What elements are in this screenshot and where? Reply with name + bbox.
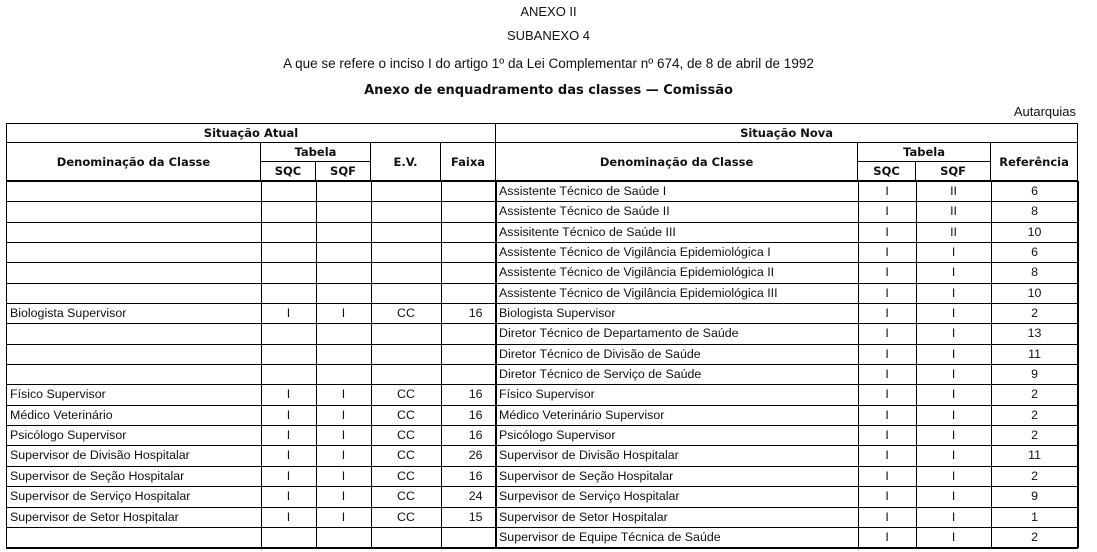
- left-sqc-cell: I: [261, 426, 316, 446]
- left-sqf-cell: I: [316, 385, 371, 405]
- left-sqc-cell: [261, 222, 316, 242]
- left-sqc-cell: [261, 182, 316, 202]
- right-row: [496, 365, 1078, 385]
- right-sqf-cell: I: [916, 304, 991, 324]
- left-ev-cell: CC: [371, 507, 441, 527]
- right-tabela-header: Tabela: [858, 143, 991, 162]
- left-classe-cell: [7, 182, 261, 202]
- right-sqc-cell: I: [858, 385, 916, 405]
- right-ref-cell: 13: [991, 324, 1078, 344]
- left-ev-cell: CC: [371, 446, 441, 466]
- right-classe-cell: Supervisor de Seção Hospitalar: [496, 466, 858, 486]
- right-classe-cell: Médico Veterinário Supervisor: [496, 405, 858, 425]
- left-sqf-cell: I: [316, 507, 371, 527]
- left-faixa-cell: [441, 182, 496, 202]
- left-ev-cell: CC: [371, 304, 441, 324]
- left-ev-cell: CC: [371, 426, 441, 446]
- left-tabela-header: Tabela: [261, 143, 371, 162]
- left-classe-cell: [7, 527, 261, 547]
- left-ev-cell: [371, 527, 441, 547]
- left-row: [7, 263, 496, 283]
- right-classe-cell: Assistente Técnico de Vigilância Epidemiológica I: [496, 243, 858, 263]
- right-row: [496, 466, 1078, 486]
- right-row: [496, 507, 1078, 527]
- left-ev-cell: [371, 283, 441, 303]
- left-ev-cell: [371, 182, 441, 202]
- right-classe-cell: Biologista Supervisor: [496, 304, 858, 324]
- right-sqc-cell: I: [858, 304, 916, 324]
- right-sqc-cell: I: [858, 324, 916, 344]
- left-rows: [7, 181, 497, 548]
- left-sqc-cell: I: [261, 466, 316, 486]
- left-sqc-header: SQC: [261, 162, 316, 181]
- left-faixa-cell: [441, 243, 496, 263]
- left-classe-cell: Psicólogo Supervisor: [7, 426, 261, 446]
- left-sqc-cell: I: [261, 446, 316, 466]
- right-ref-cell: 11: [991, 446, 1078, 466]
- left-sqc-cell: [261, 527, 316, 547]
- right-sqc-cell: I: [858, 182, 916, 202]
- left-row: [7, 385, 496, 405]
- left-ev-cell: [371, 365, 441, 385]
- document-title: Anexo de enquadramento das classes — Comissão: [364, 83, 733, 98]
- left-sqf-cell: I: [316, 405, 371, 425]
- right-sqf-cell: I: [916, 466, 991, 486]
- right-ref-cell: 11: [991, 344, 1078, 364]
- right-sqf-cell: I: [916, 446, 991, 466]
- left-faixa-cell: [441, 222, 496, 242]
- left-ev-cell: [371, 324, 441, 344]
- left-faixa-cell: [441, 344, 496, 364]
- right-body: [496, 181, 1078, 549]
- right-classe-cell: Assistente Técnico de Saúde II: [496, 202, 858, 222]
- situacao-atual-header: Situação Atual: [7, 124, 496, 143]
- left-sqf-cell: [316, 243, 371, 263]
- right-sqc-cell: I: [858, 283, 916, 303]
- left-classe-cell: Supervisor de Seção Hospitalar: [7, 466, 261, 486]
- anexo-heading: ANEXO II: [520, 4, 577, 19]
- right-ref-cell: 2: [991, 304, 1078, 324]
- left-denominacao-header: Denominação da Classe: [7, 143, 261, 181]
- right-sqc-cell: I: [858, 202, 916, 222]
- right-ref-cell: 8: [991, 202, 1078, 222]
- right-classe-cell: Diretor Técnico de Departamento de Saúde: [496, 324, 858, 344]
- left-sqf-cell: I: [316, 487, 371, 507]
- left-row: [7, 487, 496, 507]
- right-ref-cell: 9: [991, 365, 1078, 385]
- right-row: [496, 527, 1078, 547]
- left-ev-cell: CC: [371, 466, 441, 486]
- left-row: [7, 527, 496, 547]
- right-classe-cell: Assisitente Técnico de Saúde III: [496, 222, 858, 242]
- right-sqc-cell: I: [858, 487, 916, 507]
- right-classe-cell: Assistente Técnico de Vigilância Epidemiológica III: [496, 283, 858, 303]
- left-row: [7, 202, 496, 222]
- left-ev-cell: [371, 243, 441, 263]
- left-faixa-cell: [441, 202, 496, 222]
- left-sqf-cell: [316, 283, 371, 303]
- right-row: [496, 202, 1078, 222]
- left-faixa-cell: [441, 324, 496, 344]
- right-classe-cell: Psicólogo Supervisor: [496, 426, 858, 446]
- subanexo-heading: SUBANEXO 4: [506, 28, 591, 43]
- left-sqc-cell: [261, 324, 316, 344]
- right-sqf-cell: I: [916, 283, 991, 303]
- left-sqf-cell: [316, 527, 371, 547]
- left-sqc-cell: [261, 202, 316, 222]
- left-sqf-cell: I: [316, 304, 371, 324]
- left-sqf-cell: [316, 365, 371, 385]
- left-faixa-cell: 16: [441, 304, 496, 324]
- right-sqf-cell: II: [916, 222, 991, 242]
- right-sqc-cell: I: [858, 243, 916, 263]
- right-classe-cell: Assistente Técnico de Vigilância Epidemiológica II: [496, 263, 858, 283]
- left-row: [7, 507, 496, 527]
- left-classe-cell: [7, 202, 261, 222]
- right-sqc-cell: I: [858, 365, 916, 385]
- left-classe-cell: Supervisor de Divisão Hospitalar: [7, 446, 261, 466]
- right-ref-cell: 2: [991, 405, 1078, 425]
- left-classe-cell: Biologista Supervisor: [7, 304, 261, 324]
- left-sqf-cell: I: [316, 426, 371, 446]
- left-classe-cell: [7, 243, 261, 263]
- right-ref-cell: 10: [991, 222, 1078, 242]
- right-sqc-cell: I: [858, 263, 916, 283]
- left-sqc-cell: [261, 344, 316, 364]
- right-ref-cell: 2: [991, 426, 1078, 446]
- left-sqc-cell: I: [261, 507, 316, 527]
- left-row: [7, 222, 496, 242]
- left-ev-cell: [371, 202, 441, 222]
- right-row: [496, 446, 1078, 466]
- right-ref-cell: 1: [991, 507, 1078, 527]
- left-ev-cell: CC: [371, 487, 441, 507]
- right-ref-cell: 10: [991, 283, 1078, 303]
- left-row: [7, 426, 496, 446]
- faixa-header: Faixa: [441, 143, 496, 181]
- right-sqf-cell: I: [916, 405, 991, 425]
- left-faixa-cell: [441, 527, 496, 547]
- enquadramento-table: [6, 123, 1078, 549]
- left-ev-cell: CC: [371, 385, 441, 405]
- right-sqc-cell: I: [858, 405, 916, 425]
- left-body: [7, 181, 496, 549]
- right-sqc-header: SQC: [858, 162, 916, 181]
- left-sqc-cell: I: [261, 385, 316, 405]
- right-row: [496, 487, 1078, 507]
- left-row: [7, 304, 496, 324]
- left-faixa-cell: 15: [441, 507, 496, 527]
- ev-header: E.V.: [371, 143, 441, 181]
- left-faixa-cell: 16: [441, 385, 496, 405]
- right-sqf-cell: I: [916, 487, 991, 507]
- right-row: [496, 182, 1078, 202]
- right-row: [496, 263, 1078, 283]
- right-sqc-cell: I: [858, 466, 916, 486]
- right-sqf-cell: II: [916, 202, 991, 222]
- right-sqc-cell: I: [858, 507, 916, 527]
- left-sqf-cell: [316, 202, 371, 222]
- right-sqf-cell: I: [916, 507, 991, 527]
- right-ref-cell: 8: [991, 263, 1078, 283]
- left-classe-cell: [7, 365, 261, 385]
- right-ref-cell: 2: [991, 527, 1078, 547]
- left-row: [7, 405, 496, 425]
- right-classe-cell: Físico Supervisor: [496, 385, 858, 405]
- right-denominacao-header: Denominação da Classe: [496, 143, 858, 181]
- right-sqf-cell: I: [916, 365, 991, 385]
- left-sqc-cell: I: [261, 304, 316, 324]
- situacao-nova-header: Situação Nova: [496, 124, 1078, 143]
- right-sqc-cell: I: [858, 344, 916, 364]
- left-faixa-cell: 16: [441, 466, 496, 486]
- left-classe-cell: [7, 263, 261, 283]
- left-sqf-cell: I: [316, 466, 371, 486]
- left-row: [7, 344, 496, 364]
- right-classe-cell: Assistente Técnico de Saúde I: [496, 182, 858, 202]
- left-sqc-cell: I: [261, 405, 316, 425]
- left-sqc-cell: I: [261, 487, 316, 507]
- legal-reference: A que se refere o inciso I do artigo 1º da Lei Complementar nº 674, de 8 de abril de 1992: [283, 56, 814, 71]
- left-sqf-cell: [316, 263, 371, 283]
- left-row: [7, 446, 496, 466]
- right-row: [496, 324, 1078, 344]
- left-classe-cell: [7, 344, 261, 364]
- right-sqf-cell: I: [916, 527, 991, 547]
- left-sqf-header: SQF: [316, 162, 371, 181]
- right-ref-cell: 6: [991, 243, 1078, 263]
- left-ev-cell: CC: [371, 405, 441, 425]
- left-sqf-cell: [316, 344, 371, 364]
- left-ev-cell: [371, 344, 441, 364]
- left-faixa-cell: [441, 365, 496, 385]
- right-classe-cell: Diretor Técnico de Serviço de Saúde: [496, 365, 858, 385]
- left-sqc-cell: [261, 263, 316, 283]
- left-ev-cell: [371, 263, 441, 283]
- left-classe-cell: [7, 283, 261, 303]
- left-sqc-cell: [261, 283, 316, 303]
- right-row: [496, 304, 1078, 324]
- left-classe-cell: [7, 324, 261, 344]
- right-ref-cell: 2: [991, 466, 1078, 486]
- right-classe-cell: Supervisor de Equipe Técnica de Saúde: [496, 527, 858, 547]
- left-sqf-cell: [316, 324, 371, 344]
- right-row: [496, 222, 1078, 242]
- right-sqf-cell: I: [916, 344, 991, 364]
- right-sqc-cell: I: [858, 446, 916, 466]
- left-classe-cell: Supervisor de Serviço Hospitalar: [7, 487, 261, 507]
- left-ev-cell: [371, 222, 441, 242]
- left-classe-cell: Médico Veterinário: [7, 405, 261, 425]
- left-row: [7, 182, 496, 202]
- left-faixa-cell: [441, 283, 496, 303]
- right-row: [496, 385, 1078, 405]
- right-rows: [496, 181, 1079, 548]
- right-sqf-cell: I: [916, 243, 991, 263]
- left-row: [7, 324, 496, 344]
- left-classe-cell: Físico Supervisor: [7, 385, 261, 405]
- left-row: [7, 243, 496, 263]
- right-ref-cell: 2: [991, 385, 1078, 405]
- right-sqf-cell: I: [916, 426, 991, 446]
- right-ref-cell: 6: [991, 182, 1078, 202]
- left-faixa-cell: 24: [441, 487, 496, 507]
- left-row: [7, 283, 496, 303]
- left-classe-cell: Supervisor de Setor Hospitalar: [7, 507, 261, 527]
- right-classe-cell: Surpevisor de Serviço Hospitalar: [496, 487, 858, 507]
- left-faixa-cell: 16: [441, 405, 496, 425]
- right-sqc-cell: I: [858, 222, 916, 242]
- left-row: [7, 365, 496, 385]
- right-row: [496, 405, 1078, 425]
- right-sqf-header: SQF: [916, 162, 991, 181]
- right-row: [496, 243, 1078, 263]
- category-label: Autarquias: [1013, 104, 1076, 119]
- right-sqf-cell: II: [916, 182, 991, 202]
- right-classe-cell: Diretor Técnico de Divisão de Saúde: [496, 344, 858, 364]
- right-classe-cell: Supervisor de Setor Hospitalar: [496, 507, 858, 527]
- left-faixa-cell: 26: [441, 446, 496, 466]
- left-sqf-cell: [316, 182, 371, 202]
- right-classe-cell: Supervisor de Divisão Hospitalar: [496, 446, 858, 466]
- right-row: [496, 426, 1078, 446]
- left-sqf-cell: [316, 222, 371, 242]
- right-sqf-cell: I: [916, 324, 991, 344]
- left-sqc-cell: [261, 365, 316, 385]
- right-row: [496, 344, 1078, 364]
- left-sqc-cell: [261, 243, 316, 263]
- right-sqc-cell: I: [858, 527, 916, 547]
- right-sqc-cell: I: [858, 426, 916, 446]
- referencia-header: Referência: [991, 143, 1078, 181]
- right-sqf-cell: I: [916, 263, 991, 283]
- right-ref-cell: 9: [991, 487, 1078, 507]
- right-sqf-cell: I: [916, 385, 991, 405]
- right-row: [496, 283, 1078, 303]
- left-faixa-cell: 16: [441, 426, 496, 446]
- left-classe-cell: [7, 222, 261, 242]
- left-sqf-cell: I: [316, 446, 371, 466]
- left-faixa-cell: [441, 263, 496, 283]
- left-row: [7, 466, 496, 486]
